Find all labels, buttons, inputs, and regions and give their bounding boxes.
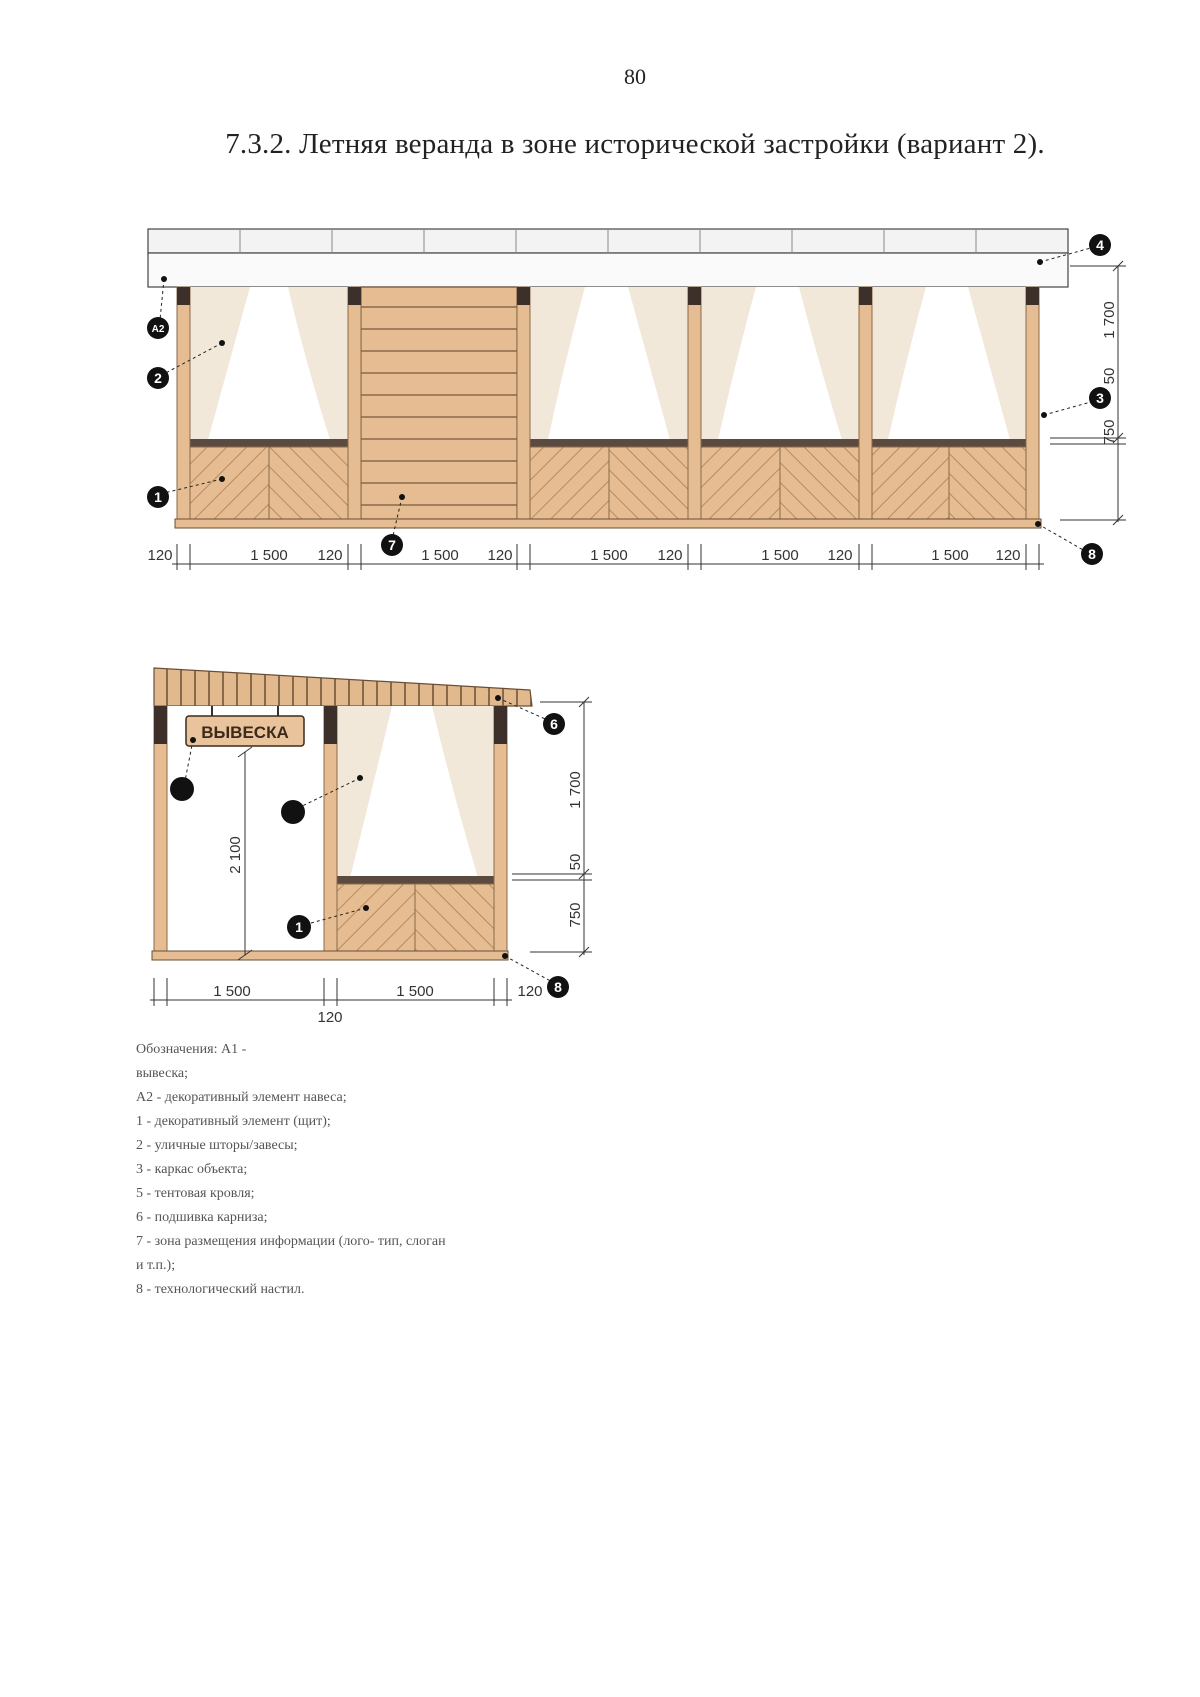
sign-label: ВЫВЕСКА (201, 723, 289, 742)
front-dim-bottom-8: 120 (827, 547, 853, 564)
svg-text:6: 6 (550, 716, 558, 732)
side-callout-8 (547, 976, 569, 998)
front-callout-1 (147, 486, 169, 508)
front-dim-bottom-1: 1 500 (250, 547, 288, 564)
front-dim-bottom-6: 120 (657, 547, 683, 564)
side-dim-right-50: 50 (567, 853, 584, 871)
front-callout-4 (1089, 234, 1111, 256)
front-dim-bottom-7: 1 500 (761, 547, 799, 564)
legend-line: 5 - тентовая кровля; (136, 1186, 255, 1201)
front-callout-a2 (147, 317, 169, 339)
side-dim-bottom-3: 120 (317, 1009, 343, 1026)
side-dim-right-1700: 1 700 (567, 771, 584, 809)
legend-line: вывеска; (136, 1066, 189, 1081)
svg-text:7: 7 (388, 537, 396, 553)
front-dim-right-50: 50 (1101, 367, 1118, 385)
side-dim-2100: 2 100 (227, 836, 244, 874)
legend-line: и т.п.); (136, 1258, 176, 1273)
front-dim-bottom-9: 1 500 (931, 547, 969, 564)
legend-line: Обозначения: А1 - (136, 1042, 247, 1057)
side-callout-sign (170, 777, 194, 801)
side-dim-bottom-2: 120 (517, 983, 543, 1000)
front-bay-4 (701, 287, 859, 519)
section-title: 7.3.2. Летняя веранда в зоне исторической застройки (вариант 2). (225, 128, 1045, 160)
front-bay-1 (190, 287, 348, 519)
side-bottom-dimensions (150, 978, 512, 1006)
front-bay-3 (530, 287, 688, 519)
front-info-panel (361, 287, 517, 519)
legend-line: 2 - уличные шторы/завесы; (136, 1138, 298, 1153)
front-dim-bottom-2: 120 (317, 547, 343, 564)
side-roof (154, 668, 532, 706)
legend-line: 6 - подшивка карниза; (136, 1210, 268, 1225)
svg-text:A2: A2 (151, 324, 165, 335)
front-dim-bottom-4: 120 (487, 547, 513, 564)
legend-line: 1 - декоративный элемент (щит); (136, 1114, 331, 1129)
svg-text:3: 3 (1096, 390, 1104, 406)
front-dim-right-1700: 1 700 (1101, 301, 1118, 339)
side-dim-bottom-1: 1 500 (396, 983, 434, 1000)
svg-text:8: 8 (554, 979, 562, 995)
front-dim-right-750: 750 (1101, 419, 1118, 445)
front-deck (175, 519, 1041, 528)
front-callout-2 (147, 367, 169, 389)
front-dim-bottom-3: 1 500 (421, 547, 459, 564)
front-callout-3 (1089, 387, 1111, 409)
svg-text:4: 4 (1096, 237, 1104, 253)
legend-line: 3 - каркас объекта; (136, 1162, 248, 1177)
svg-text:1: 1 (295, 919, 303, 935)
page-number: 80 (624, 64, 646, 89)
side-dim-bottom-0: 1 500 (213, 983, 251, 1000)
svg-text:8: 8 (1088, 546, 1096, 562)
side-callout-curtain (281, 800, 305, 824)
side-bay (337, 706, 494, 951)
legend (136, 1038, 516, 1302)
front-callout-8 (1081, 543, 1103, 565)
front-dim-bottom-5: 1 500 (590, 547, 628, 564)
front-callout-7 (381, 534, 403, 556)
legend-line: А2 - декоративный элемент навеса; (136, 1090, 347, 1105)
legend-line: 8 - технологический настил. (136, 1282, 305, 1297)
front-roof (148, 229, 1068, 287)
side-dim-right-750: 750 (567, 902, 584, 928)
side-deck (152, 951, 508, 960)
side-callout-1 (287, 915, 311, 939)
front-dim-bottom-0: 120 (147, 547, 173, 564)
svg-text:2: 2 (154, 370, 162, 386)
side-callout-6 (543, 713, 565, 735)
front-dim-bottom-10: 120 (995, 547, 1021, 564)
side-elevation (150, 668, 592, 1026)
svg-text:1: 1 (154, 489, 162, 505)
front-elevation (147, 229, 1126, 570)
legend-line: 7 - зона размещения информации (лого- тип, слоган (136, 1234, 446, 1249)
front-right-dimensions (1050, 261, 1126, 525)
front-bay-5 (872, 287, 1026, 519)
